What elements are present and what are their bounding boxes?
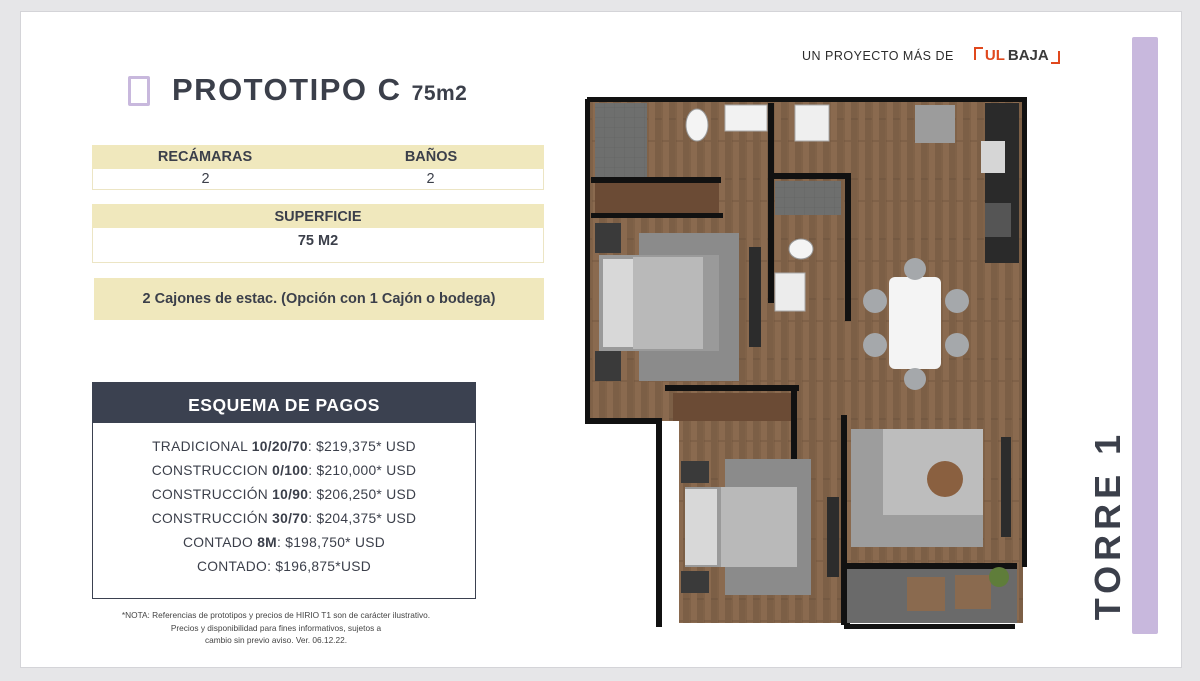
specs-header	[92, 145, 544, 169]
baths-label: BAÑOS	[404, 149, 458, 165]
surface-label: SUPERFICIE	[92, 204, 544, 228]
payment-line: CONTADO 8M: $198,750* USD	[182, 535, 386, 550]
accent-side-bar	[1132, 37, 1158, 634]
baths-value: 2	[426, 171, 435, 187]
tower-label: TORRE 1	[1087, 429, 1128, 621]
disclaimer-note: *NOTA: Referencias de prototipos y precios de HIRIO T1 son de carácter ilustrativo. Precios y disponibilidad para fines informativos, sujetos a cambio sin previo aviso. Ver. 06.12.22.	[121, 610, 431, 645]
payment-line: CONSTRUCCIÓN 10/90: $206,250* USD	[151, 487, 417, 502]
bedrooms-value: 2	[201, 171, 210, 187]
specs-values	[92, 169, 544, 190]
payment-title: ESQUEMA DE PAGOS	[93, 383, 475, 423]
payment-line: CONSTRUCCIÓN 30/70: $204,375* USD	[151, 511, 417, 526]
brand-header	[802, 47, 1060, 64]
payment-line: CONTADO: $196,875*USD	[197, 559, 371, 574]
floor-plan-image	[585, 97, 1027, 629]
payment-list	[93, 423, 475, 583]
payment-line: TRADICIONAL 10/20/70: $219,375* USD	[152, 439, 416, 454]
ul-baja-logo: UL BAJA	[974, 47, 1060, 64]
payment-scheme	[92, 382, 476, 599]
brand-label: UN PROYECTO MÁS DE	[802, 48, 954, 63]
payment-line: CONSTRUCCION 0/100: $210,000* USD	[151, 463, 417, 478]
page-title: PROTOTIPO C 75m2	[172, 72, 468, 107]
parking-info: 2 Cajones de estac. (Opción con 1 Cajón o bodega)	[94, 278, 544, 320]
bedrooms-label: RECÁMARAS	[157, 149, 253, 165]
surface-value: 75 M2	[92, 228, 544, 263]
title-marker-icon	[128, 76, 150, 106]
title-size: 75m2	[411, 82, 468, 105]
